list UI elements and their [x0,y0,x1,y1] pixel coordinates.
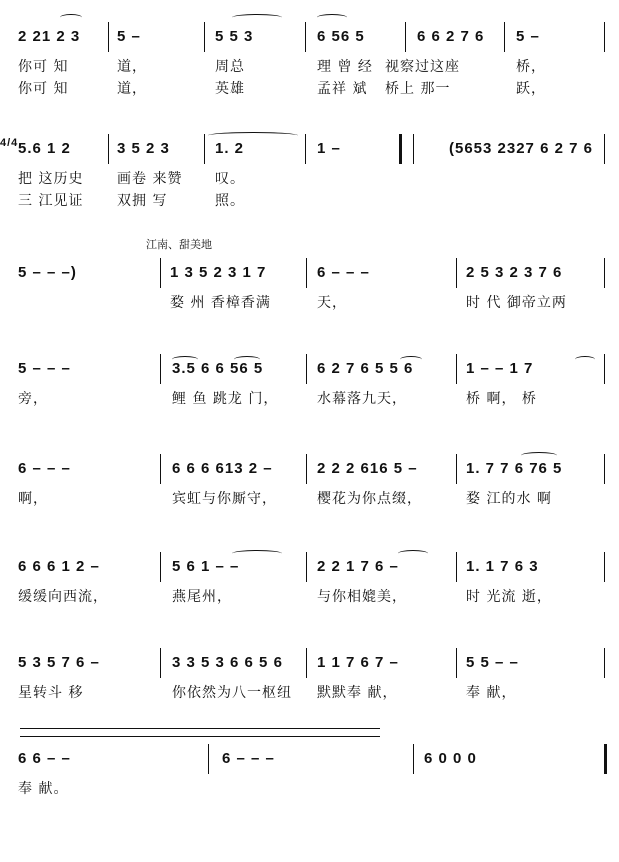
measure-notes: 1 – – 1 7 [466,360,534,377]
barline [160,454,161,484]
barline [305,22,306,52]
lyric-verse-1: 奉 献， [466,685,517,701]
measure-notes: 5 3 5 7 6 – [18,654,100,671]
barline [405,22,406,52]
measure-notes: 1. 2 [215,140,245,157]
lyric-verse-1: 婺 江的水 啊 [466,491,552,507]
lyric-verse-1: 叹。 [215,171,245,187]
lyric-verse-1: 旁， [18,391,48,407]
barline [108,134,109,164]
barline [604,552,605,582]
measure-notes: 6 – – – [18,460,71,477]
barline [456,454,457,484]
slur-mark [317,14,347,21]
lyric-verse-1: 时 光流 逝， [466,589,552,605]
notation-line [0,258,619,288]
barline [204,22,205,52]
lyric-verse-1: 桥 啊， 桥 [466,391,537,407]
slur-mark [172,356,198,363]
notation-line [0,552,619,582]
barline [160,552,161,582]
lyric-verse-1: 你可 知 [18,59,69,75]
lyric-verse-2: 跃， [516,81,546,97]
decrescendo-hairpin [20,736,380,737]
lyric-verse-1: 视察过这座 [385,59,460,75]
measure-notes: 2 21 2 3 [18,28,81,45]
measure-notes: 5 – – – [18,360,71,377]
measure-notes: 5 6 1 – – [172,558,240,575]
measure-notes: 3 3 5 3 6 6 5 6 [172,654,283,671]
barline [208,744,209,774]
lyric-verse-1: 天， [317,295,347,311]
measure-notes: 6 – – – [317,264,370,281]
barline [456,552,457,582]
measure-notes: 5 – [516,28,540,45]
barline [604,354,605,384]
barline [306,258,307,288]
lyric-verse-2: 照。 [215,193,245,209]
barline [305,134,306,164]
measure-notes: 5 5 – – [466,654,519,671]
measure-notes: 5 5 3 [215,28,254,45]
barline [399,134,402,164]
barline [604,454,605,484]
barline [456,648,457,678]
lyric-verse-1: 奉 献。 [18,781,69,797]
barline [413,744,414,774]
lyric-verse-1: 啊， [18,491,48,507]
barline [456,258,457,288]
lyric-verse-1: 星转斗 移 [18,685,84,701]
lyric-verse-1: 桥， [516,59,546,75]
measure-notes: 2 5 3 2 3 7 6 [466,264,563,281]
measure-notes: 6 6 – – [18,750,71,767]
slur-mark [232,550,282,557]
slur-mark [234,356,260,363]
slur-mark [208,132,298,139]
barline [306,648,307,678]
barline [456,354,457,384]
slur-mark [521,452,557,459]
measure-notes: 1 – [317,140,341,157]
barline [160,354,161,384]
barline [604,648,605,678]
lyric-verse-2: 英雄 [215,81,245,97]
measure-notes: 1. 1 7 6 3 [466,558,539,575]
barline [160,648,161,678]
barline [108,22,109,52]
lyric-verse-1: 你依然为八一枢纽 [172,685,292,701]
measure-notes: 6 56 5 [317,28,365,45]
barline [604,22,605,52]
expression-marking: 江南、甜美地 [146,238,212,251]
measure-notes: 5.6 1 2 [18,140,71,157]
lyric-verse-1: 把 这历史 [18,171,84,187]
measure-notes: 4/4 [0,137,19,149]
lyric-verse-1: 宾虹与你厮守， [172,491,277,507]
measure-notes: 1 1 7 6 7 – [317,654,399,671]
barline [306,354,307,384]
measure-notes: 6 6 2 7 6 [417,28,485,45]
notation-line [0,22,619,52]
lyric-verse-1: 婺 州 香樟香满 [170,295,271,311]
measure-notes: 6 0 0 0 [424,750,477,767]
barline [204,134,205,164]
measure-notes: 3 5 2 3 [117,140,170,157]
barline [504,22,505,52]
lyric-verse-1: 水幕落九天， [317,391,407,407]
lyric-verse-1: 缓缓向西流， [18,589,108,605]
slur-mark [398,550,428,557]
lyric-verse-1: 道， [117,59,147,75]
measure-notes: 2 2 2 616 5 – [317,460,418,477]
barline [306,454,307,484]
barline [160,258,161,288]
barline [604,258,605,288]
slur-mark [60,14,82,21]
measure-notes: 2 2 1 7 6 – [317,558,399,575]
lyric-verse-2: 三 江见证 [18,193,84,209]
measure-notes: 5 – [117,28,141,45]
measure-notes: 5 – – –) [18,264,77,281]
notation-line [0,744,619,774]
notation-line [0,134,619,164]
lyric-verse-1: 与你相媲美， [317,589,407,605]
lyric-verse-1: 樱花为你点缀， [317,491,422,507]
lyric-verse-2: 桥上 那一 [385,81,451,97]
measure-notes: 1 3 5 2 3 1 7 [170,264,267,281]
lyric-verse-2: 你可 知 [18,81,69,97]
lyric-verse-1: 时 代 御帝立两 [466,295,567,311]
lyric-verse-2: 双拥 写 [117,193,168,209]
measure-notes: 3.5 6 6 56 5 [172,360,264,377]
lyric-verse-1: 周总 [215,59,245,75]
lyric-verse-1: 默默奉 献， [317,685,398,701]
lyric-verse-1: 鲤 鱼 跳龙 门， [172,391,279,407]
measure-notes: 6 – – – [222,750,275,767]
measure-notes: 6 6 6 613 2 – [172,460,273,477]
notation-line [0,354,619,384]
slur-mark [575,356,595,363]
barline [306,552,307,582]
notation-line [0,648,619,678]
measure-notes: 6 2 7 6 5 5 6 [317,360,414,377]
lyric-verse-1: 燕尾州， [172,589,232,605]
slur-mark [232,14,282,21]
decrescendo-hairpin [20,728,380,729]
measure-notes: 1. 7 7 6 76 5 [466,460,563,477]
lyric-verse-2: 孟祥 斌 [317,81,368,97]
barline [413,134,414,164]
barline [604,134,605,164]
barline [604,744,607,774]
lyric-verse-1: 画卷 来赞 [117,171,183,187]
measure-notes: 6 6 6 1 2 – [18,558,100,575]
slur-mark [400,356,422,363]
measure-notes: (5653 2327 6 2 7 6 [449,140,593,157]
lyric-verse-2: 道， [117,81,147,97]
lyric-verse-1: 理 曾 经 [317,59,373,75]
